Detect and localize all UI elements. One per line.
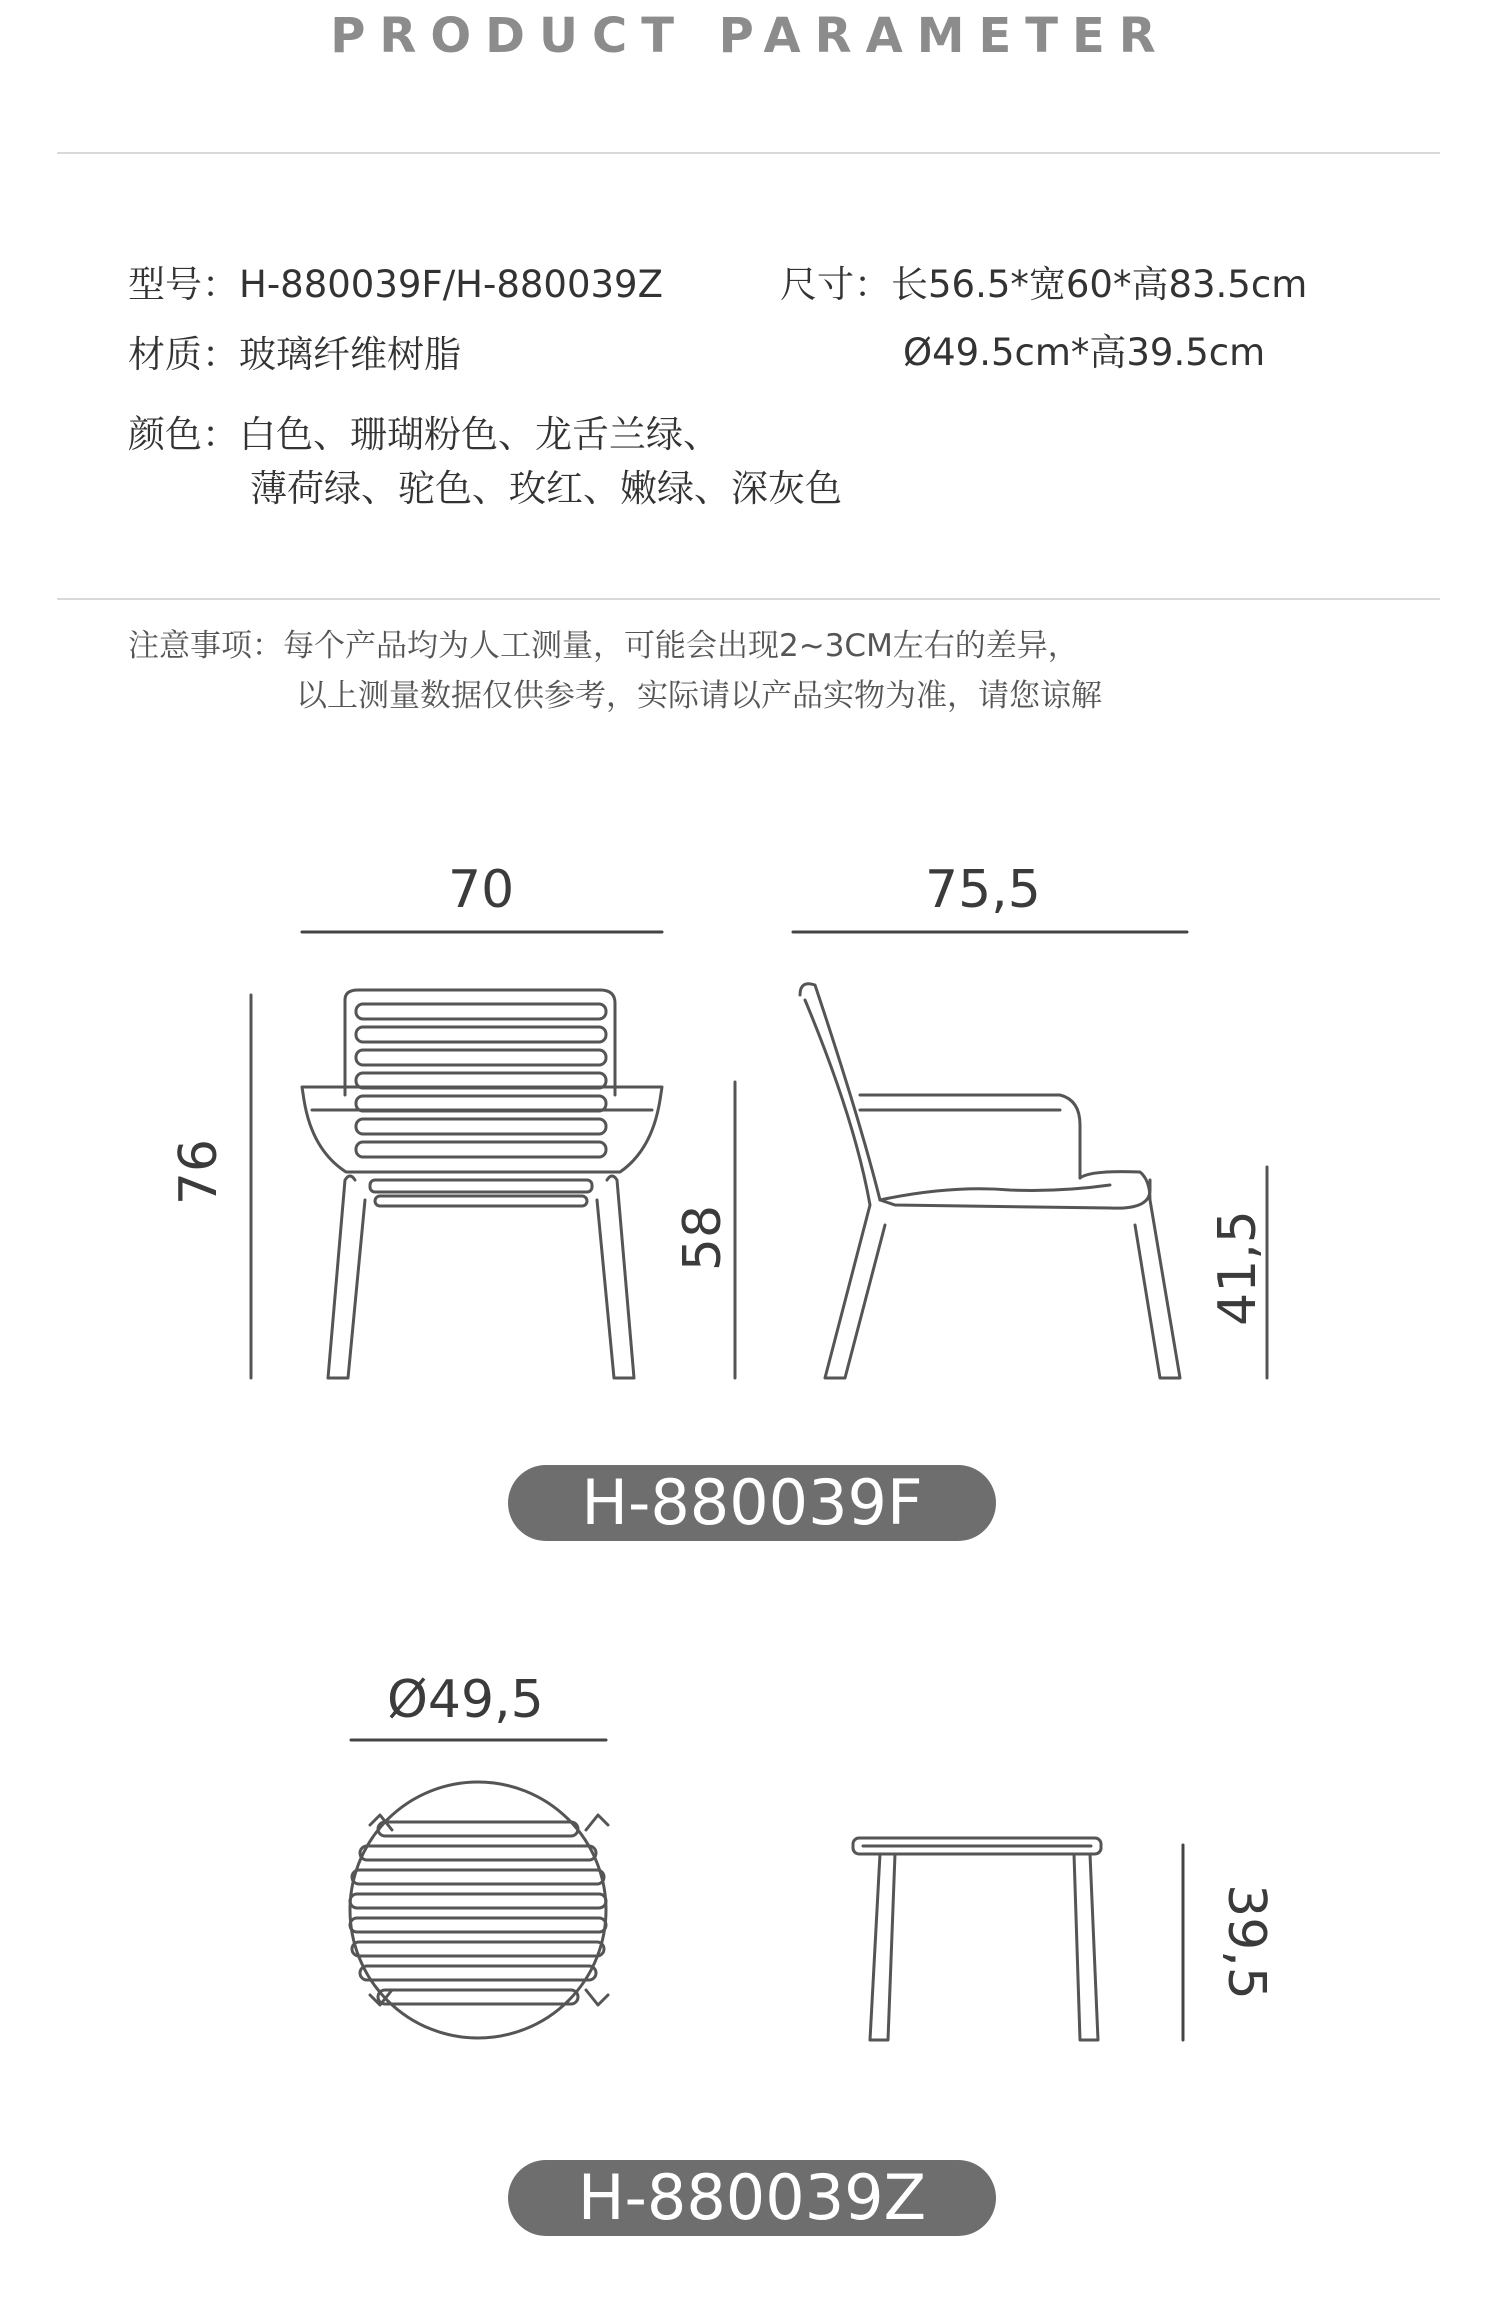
notice-line1: 注意事项：每个产品均为人工测量，可能会出现2~3CM左右的差异，: [128, 628, 1079, 664]
table-top-view: [350, 1740, 608, 2038]
model-spec: 型号：H-880039F/H-880039Z: [128, 263, 663, 306]
table-diameter-label: Ø49,5: [387, 1670, 544, 1730]
table-height-label: 39,5: [1215, 1884, 1276, 2000]
chair-depth-label: 75,5: [925, 860, 1041, 920]
size-spec-line1: 尺寸：长56.5*宽60*高83.5cm: [780, 263, 1308, 306]
chair-front-view: [251, 932, 735, 1378]
chair-width-label: 70: [448, 860, 515, 920]
chair-model-badge: H-880039F: [508, 1465, 996, 1541]
chair-seat-height-label: 41,5: [1207, 1210, 1268, 1326]
table-side-view: [853, 1838, 1183, 2040]
size-spec-line2: Ø49.5cm*高39.5cm: [903, 331, 1266, 374]
chair-side-view: [793, 932, 1267, 1378]
chair-arm-height-label: 58: [673, 1204, 734, 1272]
notice-line2: 以上测量数据仅供参考，实际请以产品实物为准，请您谅解: [296, 678, 1102, 714]
table-model-badge: H-880039Z: [508, 2160, 996, 2236]
colors-spec-line2: 薄荷绿、驼色、玫红、嫩绿、深灰色: [250, 467, 842, 510]
page-title: PRODUCT PARAMETER: [330, 8, 1170, 64]
colors-spec-line1: 颜色：白色、珊瑚粉色、龙舌兰绿、: [128, 413, 720, 456]
chair-height-label: 76: [169, 1138, 230, 1206]
material-spec: 材质：玻璃纤维树脂: [128, 333, 461, 376]
